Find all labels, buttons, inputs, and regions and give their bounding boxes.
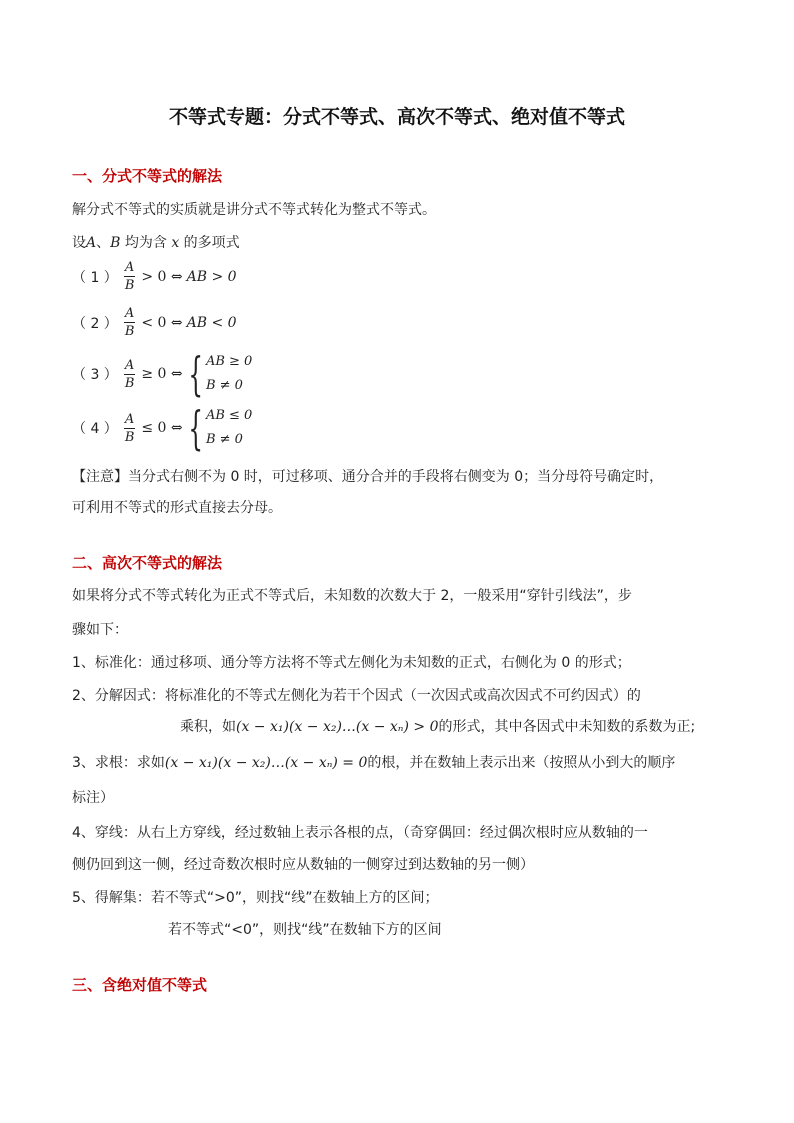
paragraph-1: 解分式不等式的实质就是讲分式不等式转化为整式不等式。: [72, 202, 436, 218]
relation: ≤ 0 ⇔: [141, 420, 183, 436]
denominator: B: [124, 429, 135, 445]
step2-formula: (x − x₁)(x − x₂)…(x − xₙ) > 0: [236, 719, 439, 735]
step-1: 1、标准化：通过移项、通分等方法将不等式左侧化为未知数的正式，右侧化为 0 的形式；: [72, 655, 631, 671]
equivalent: AB < 0: [186, 314, 237, 331]
case-2: B ≠ 0: [205, 432, 243, 447]
numerator: A: [124, 357, 135, 373]
denominator: B: [124, 278, 135, 293]
brace-icon: {: [187, 401, 203, 455]
item-label: （ 3 ）: [72, 367, 118, 383]
step-2-line-1: 2、分解因式：将标准化的不等式左侧化为若干个因式（一次因式或高次因式不可约因式）的: [72, 688, 641, 704]
numerator: A: [124, 260, 135, 275]
rule-item-3: [72, 347, 253, 401]
equivalent: AB > 0: [186, 268, 237, 285]
step3-suffix: 的根，并在数轴上表示出来（按照从小到大的顺序: [367, 755, 676, 771]
p2-sep: 、: [96, 235, 111, 251]
step-3-line-2: 标注）: [72, 790, 114, 806]
item-label: （ 4 ）: [72, 421, 118, 437]
denominator: B: [124, 375, 135, 391]
intro-line-1: 如果将分式不等式转化为正式不等式后，未知数的次数大于 2，一般采用“穿针引线法”，步: [72, 588, 632, 604]
case-1: AB ≥ 0: [205, 354, 253, 369]
relation: ≥ 0 ⇔: [141, 366, 183, 382]
var-A: A: [86, 235, 97, 251]
case-2: B ≠ 0: [205, 378, 243, 393]
intro-line-2: 骤如下：: [72, 622, 128, 638]
rule-item-2: [72, 305, 237, 340]
p2-prefix: 设: [72, 235, 86, 251]
page-title: 不等式专题：分式不等式、高次不等式、绝对值不等式: [168, 106, 625, 128]
step3-formula: (x − x₁)(x − x₂)…(x − xₙ) = 0: [164, 755, 368, 771]
var-x: x: [171, 235, 180, 251]
fraction: [124, 411, 136, 446]
step-5-line-1: 5、得解集：若不等式“>0”，则找“线”在数轴上方的区间；: [72, 890, 439, 906]
cases-block: [187, 347, 253, 401]
relation: > 0 ⇔: [141, 268, 183, 285]
numerator: A: [124, 411, 135, 427]
var-B: B: [110, 235, 121, 251]
paragraph-2: [72, 232, 240, 252]
note-line-1: 【注意】当分式右侧不为 0 时，可过移项、通分合并的手段将右侧变为 0；当分母符号确定时，: [72, 469, 664, 485]
step2-suffix: 的形式，其中各因式中未知数的系数为正;: [438, 719, 696, 735]
p2-mid: 均为含: [120, 235, 172, 251]
section-heading-3: 三、含绝对值不等式: [72, 976, 208, 994]
rule-item-4: [72, 401, 253, 455]
step-4-line-1: 4、穿线：从右上方穿线，经过数轴上表示各根的点，（奇穿偶回：经过偶次根时应从数轴的一: [72, 825, 648, 841]
section-heading-2: 二、高次不等式的解法: [72, 554, 223, 572]
step3-prefix: 3、求根：求如: [72, 755, 165, 771]
rule-item-1: [72, 259, 237, 294]
section-heading-1: 一、分式不等式的解法: [72, 167, 223, 185]
fraction: [124, 259, 136, 294]
step-4-line-2: 侧仍回到这一侧，经过奇数次根时应从数轴的一侧穿过到达数轴的另一侧）: [72, 857, 534, 873]
step-2-line-2: [180, 716, 695, 736]
denominator: B: [124, 324, 135, 339]
note-line-2: 可利用不等式的形式直接去分母。: [72, 500, 282, 516]
fraction: [124, 305, 136, 340]
brace-icon: {: [187, 347, 203, 401]
step-5-line-2: 若不等式“<0”，则找“线”在数轴下方的区间: [168, 922, 442, 938]
fraction: [124, 357, 136, 392]
cases-block: [187, 401, 253, 455]
case-1: AB ≤ 0: [205, 408, 253, 423]
item-label: （ 1 ）: [72, 269, 118, 286]
item-label: （ 2 ）: [72, 315, 118, 332]
step-3-line-1: [72, 752, 675, 772]
step2-prefix: 乘积，如: [180, 719, 236, 735]
p2-suffix: 的多项式: [179, 235, 240, 251]
numerator: A: [124, 306, 135, 321]
relation: < 0 ⇔: [141, 314, 183, 331]
